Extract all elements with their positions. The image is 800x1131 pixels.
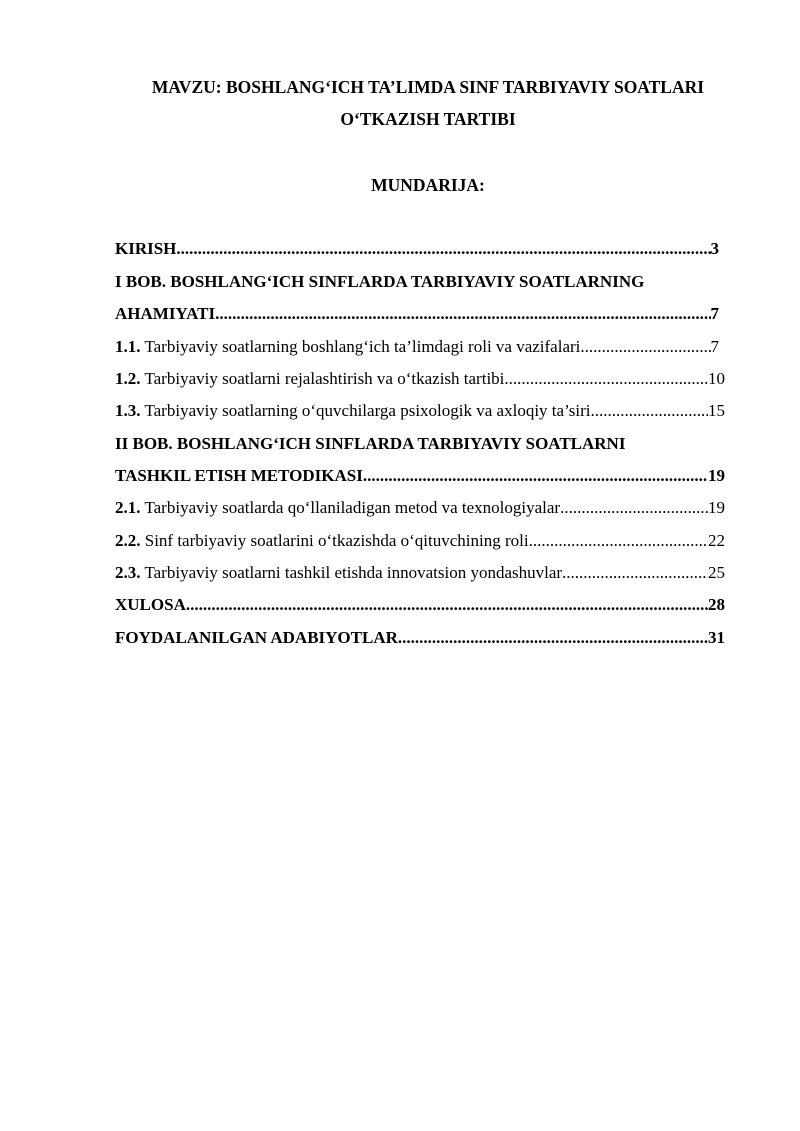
toc-entry-chapter1[interactable] <box>115 303 719 325</box>
document-title-line-2: O‘TKAZISH TARTIBI <box>340 109 516 129</box>
toc-section-number: 1.1. <box>115 337 141 356</box>
toc-entry-1-2[interactable] <box>115 368 725 390</box>
toc-leader-dots <box>398 627 708 649</box>
toc-page-number: 10 <box>708 369 725 388</box>
toc-entry-label: AHAMIYATI <box>115 304 216 323</box>
toc-leader-dots <box>529 530 708 552</box>
toc-leader-dots <box>580 336 710 358</box>
toc-entry-label: Tarbiyaviy soatlarni tashkil etishda innovatsion yondashuvlar <box>140 563 563 582</box>
toc-entry-label: XULOSA <box>115 595 186 614</box>
toc-entry-kirish[interactable] <box>115 238 719 260</box>
toc-leader-dots <box>504 368 708 390</box>
toc-section-number: 2.3. <box>115 563 141 582</box>
toc-entry-chapter2[interactable] <box>115 465 725 487</box>
toc-entry-label: Tarbiyaviy soatlarning boshlang‘ich ta’limdagi roli va vazifalari <box>140 337 581 356</box>
toc-chapter1-line1[interactable]: I BOB. BOSHLANG‘ICH SINFLARDA TARBIYAVIY SOATLARNING <box>115 272 645 291</box>
toc-entry-2-2[interactable] <box>115 530 725 552</box>
toc-page-number: 3 <box>710 239 719 258</box>
toc-entry-adabiyotlar[interactable] <box>115 627 725 649</box>
toc-entry-1-1[interactable] <box>115 336 719 358</box>
toc-page-number: 19 <box>708 498 725 517</box>
toc-entry-label: TASHKIL ETISH METODIKASI <box>115 466 363 485</box>
toc-entry-label: FOYDALANILGAN ADABIYOTLAR <box>115 628 398 647</box>
toc-page-number: 7 <box>710 337 719 356</box>
toc-entry-2-3[interactable] <box>115 562 725 584</box>
toc-page-number: 15 <box>708 401 725 420</box>
toc-page-number: 7 <box>710 304 719 323</box>
toc-leader-dots <box>186 594 708 616</box>
toc-entry-label: Tarbiyaviy soatlarning o‘quvchilarga psixologik va axloqiy ta’siri <box>140 401 591 420</box>
toc-leader-dots <box>363 465 708 487</box>
toc-page-number: 22 <box>708 531 725 550</box>
document-title-line-1: MAVZU: BOSHLANG‘ICH TA’LIMDA SINF TARBIYAVIY SOATLARI <box>151 77 705 97</box>
toc-page-number: 19 <box>708 466 725 485</box>
toc-entry-1-3[interactable] <box>115 400 725 422</box>
toc-entry-label: Tarbiyaviy soatlarda qo‘llaniladigan metod va texnologiyalar <box>140 498 561 517</box>
toc-section-number: 1.2. <box>115 369 141 388</box>
toc-entry-2-1[interactable] <box>115 497 725 519</box>
toc-leader-dots <box>560 497 708 519</box>
toc-page-number: 25 <box>708 563 725 582</box>
toc-page-number: 31 <box>708 628 725 647</box>
toc-leader-dots <box>562 562 708 584</box>
toc-section-number: 2.1. <box>115 498 141 517</box>
toc-section-number: 1.3. <box>115 401 141 420</box>
toc-chapter2-line1[interactable]: II BOB. BOSHLANG‘ICH SINFLARDA TARBIYAVIY SOATLARNI <box>115 434 626 453</box>
toc-section-number: 2.2. <box>115 531 141 550</box>
toc-leader-dots <box>591 400 708 422</box>
toc-leader-dots <box>215 303 710 325</box>
toc-entry-xulosa[interactable] <box>115 594 725 616</box>
toc-heading: MUNDARIJA: <box>371 175 485 195</box>
toc-entry-label: Tarbiyaviy soatlarni rejalashtirish va o‘tkazish tartibi <box>140 369 505 388</box>
toc-entry-label: Sinf tarbiyaviy soatlarini o‘tkazishda o‘qituvchining roli <box>140 531 529 550</box>
toc-entry-label: KIRISH <box>115 239 177 258</box>
toc-page-number: 28 <box>708 595 725 614</box>
toc-leader-dots <box>176 238 710 260</box>
